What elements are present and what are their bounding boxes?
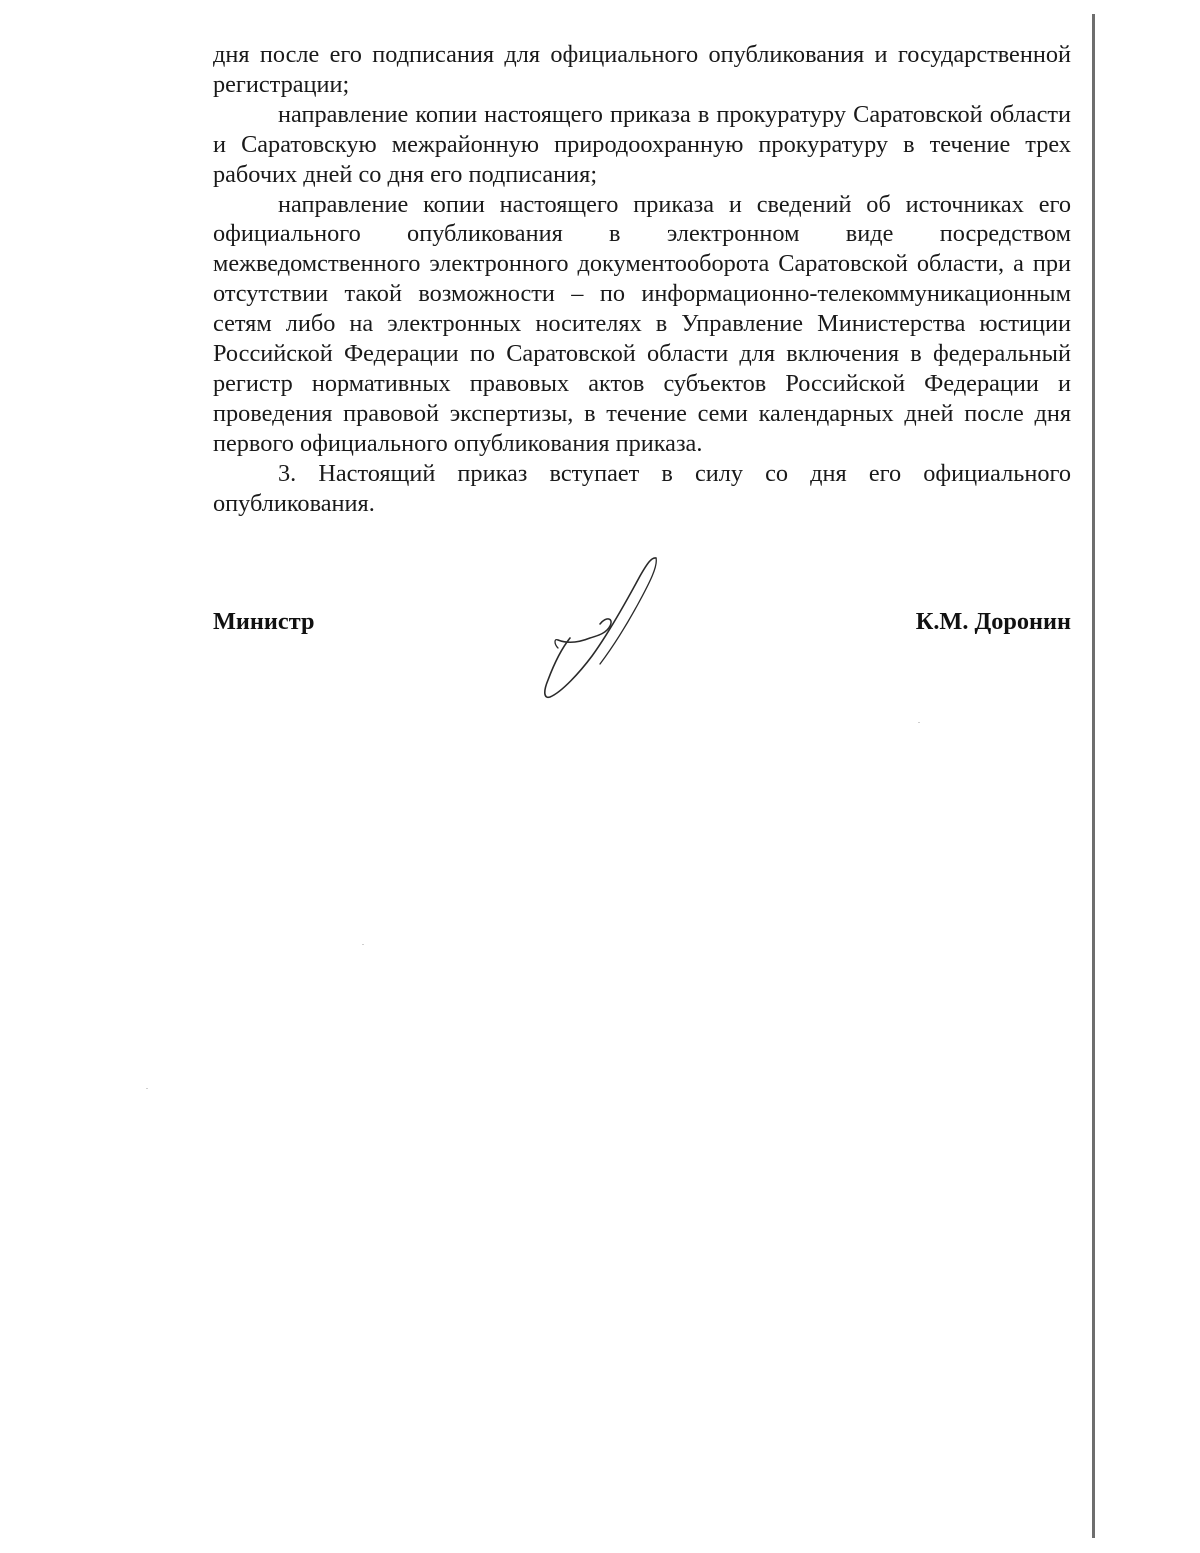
scan-speck — [146, 1088, 148, 1089]
scan-speck — [362, 944, 364, 945]
paragraph-entry-into-force: 3. Настоящий приказ вступает в силу со дня его официального опубликования. — [213, 459, 1071, 517]
signatory-name: К.М. Доронин — [915, 608, 1071, 635]
signature-block — [213, 608, 1071, 642]
paragraph-continuation: дня после его подписания для официального опубликования и государственной регистрации; — [213, 41, 1071, 98]
page-edge-line — [1092, 14, 1095, 1538]
paragraph-prosecutor-copy: направление копии настоящего приказа в прокуратуру Саратовской области и Саратовскую межрайонную природоохранную прокуратуру в течение трех рабочих дней со дня его подписания; — [213, 100, 1071, 188]
scan-speck — [918, 722, 920, 723]
signatory-title: Министр — [213, 608, 315, 635]
document-body — [213, 40, 1071, 519]
paragraph-ministry-of-justice-copy: направление копии настоящего приказа и сведений об источниках его официального опубликования в электронном виде посредством межведомственного электронного документооборота Саратовской области, а при отсутствии такой возможности – по информационно-телекоммуникационным сетям либо на электронных носителях в Управление Министерства юстиции Российской Федерации по Саратовской области для включения в федеральный регистр нормативных правовых актов субъектов Российской Федерации и проведения правовой экспертизы, в течение семи календарных дней после дня первого официального опубликования приказа. — [213, 190, 1071, 457]
